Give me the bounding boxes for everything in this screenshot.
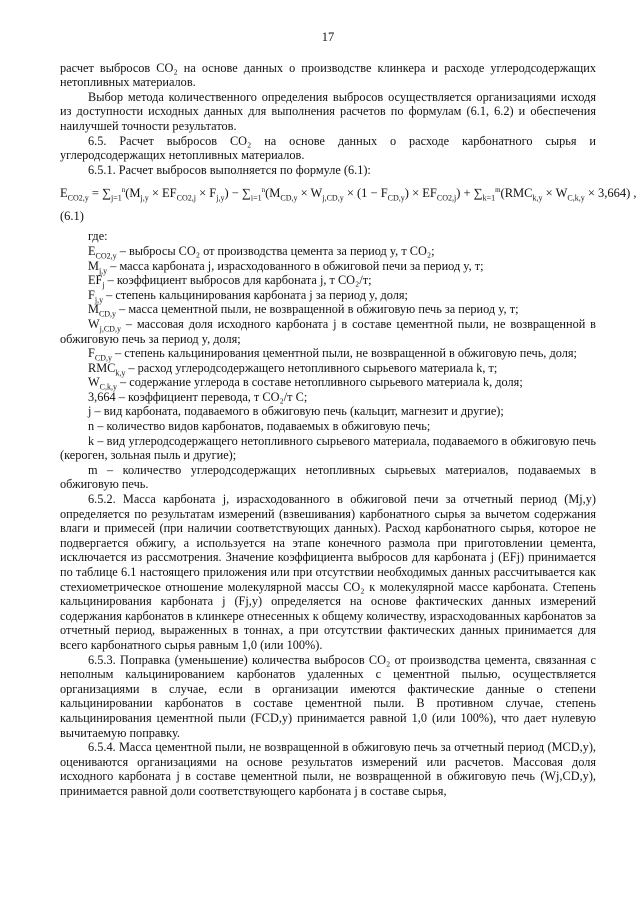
definition-f-cd: $F_{CD,y}$ – степень кальцинирования цементной пыли, не возвращенной в обжиговую печь, доля; (88, 346, 577, 363)
definition-w-c: $W_{C,k,y}$ – содержание углерода в составе нетопливного сырьевого материала k, доля; (88, 375, 523, 392)
definition-j: j – вид карбоната, подаваемого в обжиговую печь (кальцит, магнезит и другие); (88, 404, 504, 419)
paragraph-6-5-1: 6.5.1. Расчет выбросов выполняется по формуле (6.1): (88, 162, 371, 177)
definition-ef-j: $EF_j$ – коэффициент выбросов для карбоната j, т CO₂/т; (88, 273, 372, 290)
document-page (60, 30, 637, 799)
definition-rmc: $RMC_{k,y}$ – расход углеродсодержащего нетопливного сырьевого материала k, т; (88, 360, 498, 378)
definition-w-jcd: $W_{j,CD,y}$ – массовая доля исходного карбоната j в составе цементной пыли, не возвращенной в обжиговую печь за период y, доля; (60, 316, 596, 346)
formula-body: $E_{CO2,y} = \sum_{j=1}^n(M_{j,y} \times EF_{CO2,j} \times F_{j,y}) - \sum_{i=1}^n(M_{CD,y} \times W_{j,CD,y} \times (1 - F_{CD,y}) \times EF_{CO2,j}) + \sum_{k=1}^m(RMC_{k,y} \times W_{C,k,y} \times 3,664)$ , (60, 186, 637, 203)
definition-e-co2: $E_{CO2,y}$ – выбросы CO₂ от производства цемента за период y, т CO₂; (88, 243, 435, 261)
formula-number: (6.1) (60, 209, 84, 224)
definition-m-cd: $M_{CD,y}$ – масса цементной пыли, не возвращенной в обжиговую печь за период y, т; (88, 302, 519, 319)
sum1-upper: n (121, 186, 126, 195)
definition-n: n – количество видов карбонатов, подаваемых в обжиговую печь; (88, 419, 431, 434)
definitions-list (60, 244, 596, 492)
formula-6-1 (60, 179, 637, 224)
definition-3664: 3,664 – коэффициент перевода, т CO₂/т С; (88, 389, 308, 404)
paragraph-1: расчет выбросов CO₂ на основе данных о производстве клинкера и расходе углеродсодержащих нетопливных материалов. (60, 60, 596, 90)
section-6-5-2: 6.5.2. Масса карбоната j, израсходованного в обжиговой печи за отчетный период (Mj,y) определяется по результатам измерений (взвешивания) карбонатного сырья за вычетом содержания влаги и примесей (при наличии соответствующих данных). Расход карбонатного сырья, которое не подвергается обжигу, а используется на этапе конечного размола при приготовлении цемента, исключается из рассмотрения. Значение коэффициента выбросов для карбоната j (EFj) принимается по таблице 6.1 настоящего приложения или при отсутствии необходимых данных рассчитывается как стехиометрическое отношение молекулярной массы CO₂ к молекулярной массе карбоната. Степень кальцинирования карбоната j (Fj,y) определяется на основе фактических данных измерений содержания карбонатов в клинкере отнесенных к общему количеству, израсходованных карбонатов за отчетный период, выраженных в тоннах, а при отсутствии фактических данных принимается для всего карбонатного сырья равным 1,0 (или 100%). (60, 492, 596, 652)
page-number: 17 (321, 30, 335, 44)
definition-k: k – вид углеродсодержащего нетопливного сырьевого материала, подаваемого в обжиговую печь (кероген, зольная пыль и другие); (60, 433, 596, 463)
paragraph-2: Выбор метода количественного определения выбросов осуществляется организациями исходя из доступности исходных данных для выполнения расчетов по формулам (6.1, 6.2) и обеспечения наилучшей точности результатов. (60, 89, 596, 133)
definition-f-j: $F_{j,y}$ – степень кальцинирования карбоната j за период y, доля; (88, 287, 408, 305)
section-6-5-3: 6.5.3. Поправка (уменьшение) количества выбросов CO₂ от производства цемента, связанная с неполным кальцинированием карбонатов удаленных с цементной пылью, осуществляется организациями в случае, если в организации имеются фактические данные о степени кальцинировании карбонатов в составе цементной пыли. В противном случае, степень кальцинирования цементной пыли (FCD,y) принимается равной 1,0 (или 100%), что дает нулевую вычитаемую поправку. (60, 652, 596, 740)
definition-m-j: $M_{j,y}$ – масса карбоната j, израсходованного в обжиговой печи за период y, т; (88, 258, 484, 275)
paragraph-section-6-5: 6.5. Расчет выбросов CO₂ на основе данных о расходе карбонатного сырья и углеродсодержащих нетопливных материалов. (60, 133, 596, 163)
definition-m: m – количество углеродсодержащих нетопливных сырьевых материалов, подаваемых в обжиговую печь. (60, 462, 596, 492)
where-label: где: (88, 229, 108, 244)
section-6-5-4: 6.5.4. Масса цементной пыли, не возвращенной в обжиговую печь за отчетный период (MCD,y), оцениваются организациями на основе результатов измерений или расчетов. Массовая доля исходного карбоната j в составе цементной пыли, не возвращенной в обжиговую печь (Wj,CD,y), принимается равной доли соответствующего карбоната j в составе сырья, (60, 740, 596, 798)
